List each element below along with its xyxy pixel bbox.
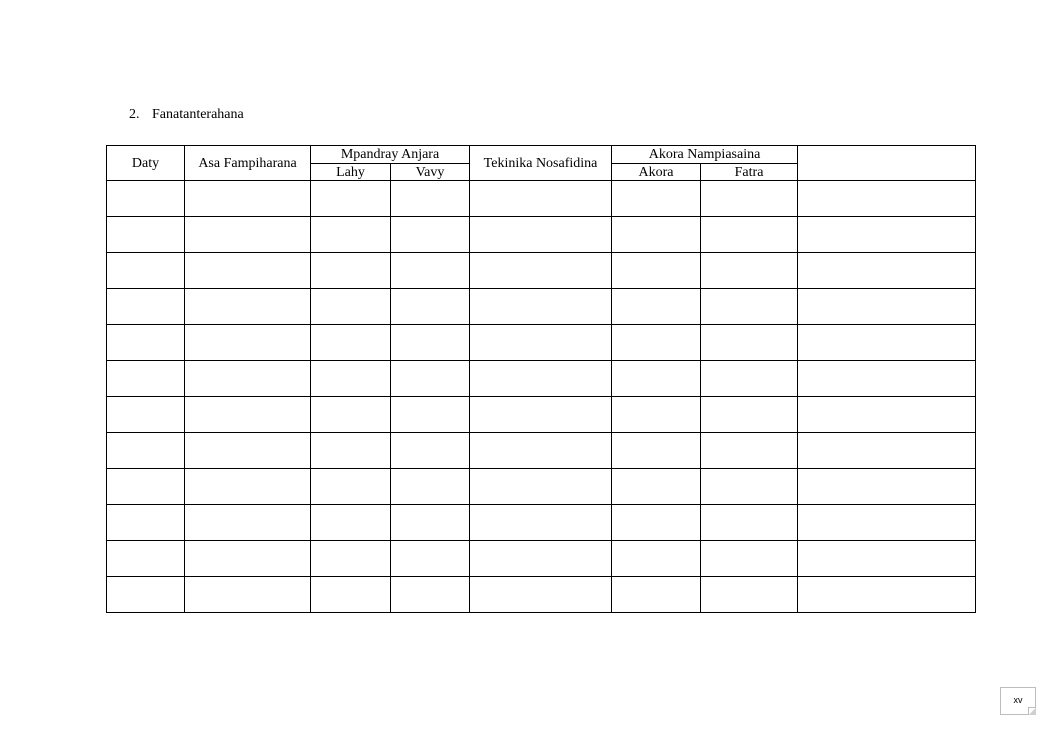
table-cell bbox=[107, 361, 185, 397]
table-cell bbox=[612, 397, 701, 433]
table-cell bbox=[470, 289, 612, 325]
section-number: 2. bbox=[129, 107, 140, 122]
table-cell bbox=[311, 217, 391, 253]
table-cell bbox=[311, 541, 391, 577]
table-cell bbox=[107, 181, 185, 217]
table-cell bbox=[701, 217, 798, 253]
table-cell bbox=[185, 541, 311, 577]
table-cell bbox=[185, 397, 311, 433]
table-cell bbox=[612, 253, 701, 289]
table-row bbox=[107, 397, 976, 433]
table-row bbox=[107, 325, 976, 361]
header-daty: Daty bbox=[107, 146, 185, 181]
table-cell bbox=[612, 289, 701, 325]
table-cell bbox=[391, 361, 470, 397]
table-cell bbox=[107, 289, 185, 325]
table-cell bbox=[311, 577, 391, 613]
table-row bbox=[107, 181, 976, 217]
table-row bbox=[107, 217, 976, 253]
table-cell bbox=[185, 181, 311, 217]
table-cell bbox=[612, 541, 701, 577]
header-akora-nampiasaina: Akora Nampiasaina bbox=[612, 146, 798, 164]
table-cell bbox=[798, 469, 976, 505]
table-cell bbox=[612, 361, 701, 397]
table-cell bbox=[391, 217, 470, 253]
header-mpandray-anjara: Mpandray Anjara bbox=[311, 146, 470, 164]
table-cell bbox=[311, 505, 391, 541]
table-cell bbox=[107, 433, 185, 469]
table-cell bbox=[107, 469, 185, 505]
header-blank bbox=[798, 146, 976, 181]
table-cell bbox=[798, 361, 976, 397]
header-lahy: Lahy bbox=[311, 164, 391, 181]
table-cell bbox=[185, 433, 311, 469]
table-cell bbox=[470, 541, 612, 577]
table-cell bbox=[107, 505, 185, 541]
table-cell bbox=[107, 217, 185, 253]
table-cell bbox=[612, 469, 701, 505]
header-akora: Akora bbox=[612, 164, 701, 181]
table-cell bbox=[701, 433, 798, 469]
table-cell bbox=[470, 253, 612, 289]
table-cell bbox=[391, 289, 470, 325]
table-cell bbox=[391, 541, 470, 577]
table-cell bbox=[701, 397, 798, 433]
table-cell bbox=[311, 253, 391, 289]
table-cell bbox=[701, 505, 798, 541]
table-cell bbox=[470, 577, 612, 613]
table-cell bbox=[798, 253, 976, 289]
table-body bbox=[107, 181, 976, 613]
table-cell bbox=[798, 397, 976, 433]
table-cell bbox=[185, 469, 311, 505]
table-cell bbox=[185, 361, 311, 397]
table-cell bbox=[470, 181, 612, 217]
table-cell bbox=[701, 469, 798, 505]
table-cell bbox=[798, 541, 976, 577]
table-cell bbox=[798, 289, 976, 325]
table-cell bbox=[391, 397, 470, 433]
table-cell bbox=[311, 181, 391, 217]
table-cell bbox=[798, 505, 976, 541]
table-cell bbox=[701, 181, 798, 217]
table-cell bbox=[311, 397, 391, 433]
table-cell bbox=[311, 325, 391, 361]
table-cell bbox=[185, 289, 311, 325]
header-fatra: Fatra bbox=[701, 164, 798, 181]
table-cell bbox=[470, 397, 612, 433]
table-cell bbox=[185, 253, 311, 289]
table-cell bbox=[612, 217, 701, 253]
table-cell bbox=[185, 217, 311, 253]
table-cell bbox=[311, 289, 391, 325]
table-cell bbox=[612, 433, 701, 469]
table-cell bbox=[612, 505, 701, 541]
page-number-box bbox=[1000, 687, 1036, 715]
table-cell bbox=[470, 361, 612, 397]
table-row bbox=[107, 361, 976, 397]
table-cell bbox=[107, 397, 185, 433]
table-cell bbox=[798, 325, 976, 361]
table-cell bbox=[470, 217, 612, 253]
table-cell bbox=[798, 217, 976, 253]
table-cell bbox=[311, 361, 391, 397]
table-cell bbox=[107, 253, 185, 289]
table-row bbox=[107, 433, 976, 469]
table-cell bbox=[701, 361, 798, 397]
table-cell bbox=[612, 577, 701, 613]
table-cell bbox=[391, 181, 470, 217]
table-cell bbox=[701, 541, 798, 577]
table-cell bbox=[701, 577, 798, 613]
table-row bbox=[107, 289, 976, 325]
table-cell bbox=[701, 289, 798, 325]
header-vavy: Vavy bbox=[391, 164, 470, 181]
section-heading bbox=[129, 107, 244, 123]
page-number: xv bbox=[1013, 695, 1023, 705]
table-cell bbox=[470, 325, 612, 361]
table-row bbox=[107, 577, 976, 613]
table-row bbox=[107, 541, 976, 577]
table-cell bbox=[798, 181, 976, 217]
table-cell bbox=[107, 541, 185, 577]
table-cell bbox=[391, 577, 470, 613]
table-cell bbox=[391, 325, 470, 361]
table-cell bbox=[612, 181, 701, 217]
table-cell bbox=[391, 505, 470, 541]
table-cell bbox=[612, 325, 701, 361]
header-tekinika-nosafidina: Tekinika Nosafidina bbox=[470, 146, 612, 181]
table-cell bbox=[470, 469, 612, 505]
table-cell bbox=[185, 577, 311, 613]
table-cell bbox=[798, 433, 976, 469]
table-cell bbox=[701, 325, 798, 361]
table-cell bbox=[391, 253, 470, 289]
table-cell bbox=[470, 433, 612, 469]
table-cell bbox=[701, 253, 798, 289]
table-cell bbox=[311, 469, 391, 505]
table-cell bbox=[311, 433, 391, 469]
table-cell bbox=[107, 325, 185, 361]
table-row bbox=[107, 469, 976, 505]
page-corner-fold bbox=[1028, 707, 1036, 715]
table-cell bbox=[391, 433, 470, 469]
table-cell bbox=[185, 325, 311, 361]
header-row-top bbox=[107, 146, 976, 164]
table-row bbox=[107, 253, 976, 289]
fanatanterahana-table bbox=[106, 145, 976, 613]
table-row bbox=[107, 505, 976, 541]
header-asa-fampiharana: Asa Fampiharana bbox=[185, 146, 311, 181]
table-cell bbox=[391, 469, 470, 505]
section-title: Fanatanterahana bbox=[152, 107, 244, 122]
table-cell bbox=[107, 577, 185, 613]
table-cell bbox=[798, 577, 976, 613]
table-cell bbox=[185, 505, 311, 541]
table-cell bbox=[470, 505, 612, 541]
